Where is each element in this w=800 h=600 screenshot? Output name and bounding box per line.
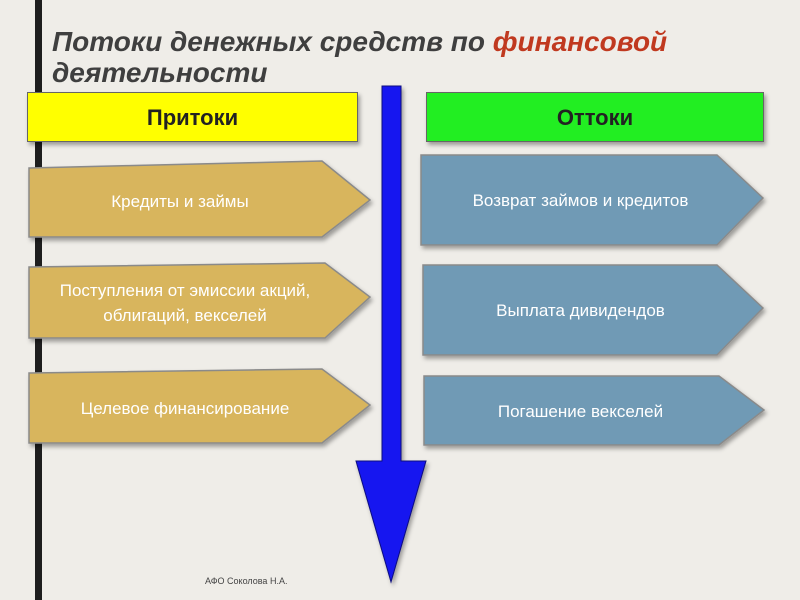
inflow-label-2: Поступления от эмиссии акций, облигаций, векселей bbox=[59, 281, 311, 325]
outflow-label-1: Возврат займов и кредитов bbox=[472, 190, 689, 210]
title-accent: финансовой bbox=[492, 26, 668, 57]
inflow-label-3: Целевое финансирование bbox=[80, 398, 290, 418]
outflows-header: Оттоки bbox=[426, 92, 764, 142]
footer-author: АФО Соколова Н.А. bbox=[205, 576, 288, 586]
outflow-label-3: Погашение векселей bbox=[497, 401, 664, 421]
title-part-2: деятельности bbox=[52, 57, 268, 88]
outflow-label-2: Выплата дивидендов bbox=[496, 300, 665, 320]
down-arrow bbox=[356, 86, 426, 582]
title-part-1: Потоки денежных средств по bbox=[52, 26, 493, 57]
inflow-label-1: Кредиты и займы bbox=[111, 191, 249, 211]
inflows-header: Притоки bbox=[27, 92, 358, 142]
